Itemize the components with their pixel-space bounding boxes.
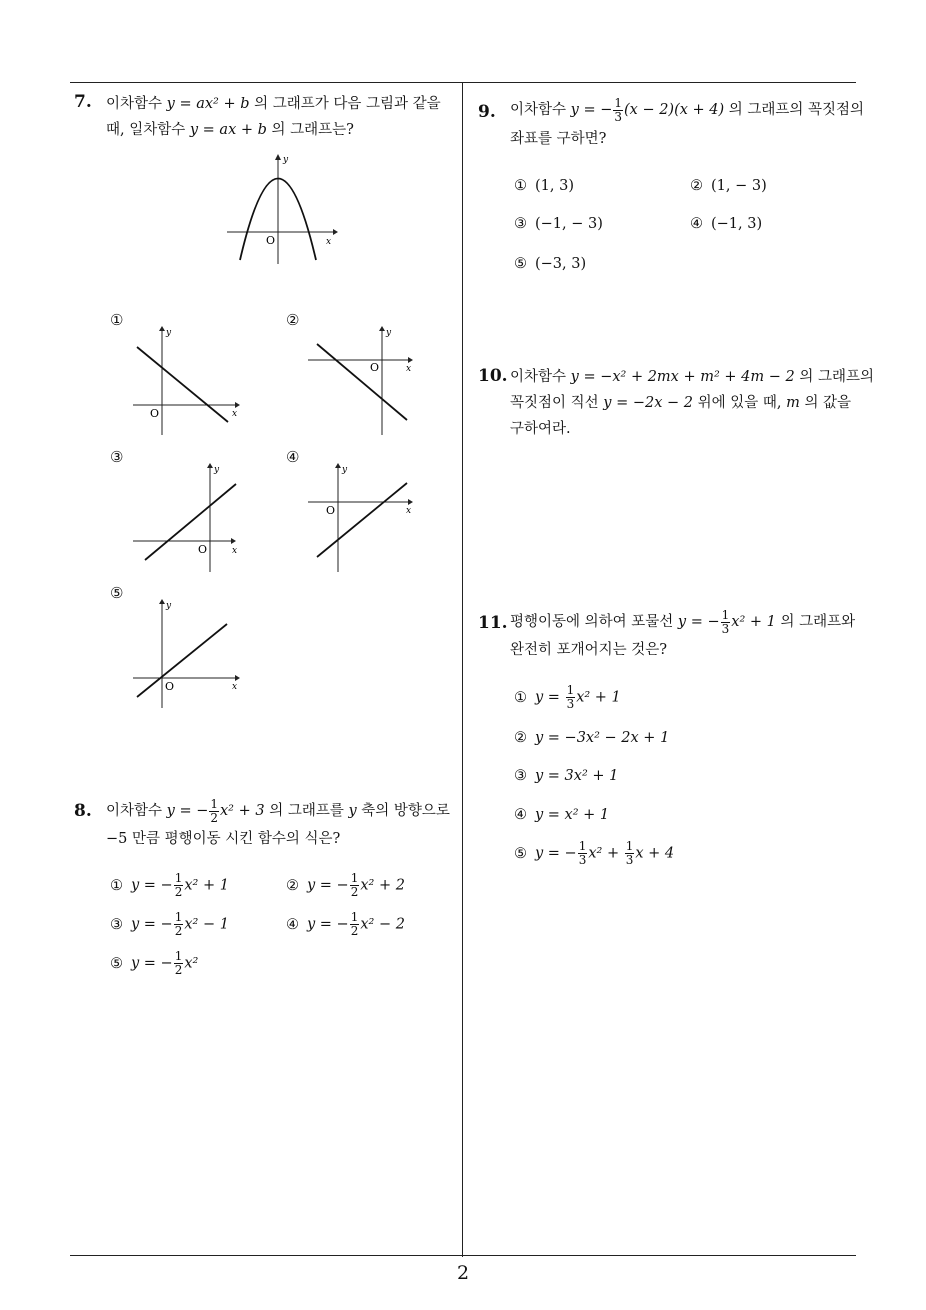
origin-label: O	[198, 543, 208, 556]
choice-4[interactable]: ④ (−1, 3)	[690, 216, 763, 232]
axis-label-x: x	[406, 364, 412, 374]
axis-label-x: x	[232, 409, 238, 419]
y-axis-arrow	[207, 463, 213, 468]
axis-label-y: y	[166, 601, 172, 611]
x-axis-arrow	[231, 538, 236, 544]
equation: y = −2x − 2	[603, 395, 693, 411]
problem-text-line	[510, 390, 851, 416]
text: 의 그래프의 꼭짓점의	[728, 102, 865, 118]
choice-mark-2[interactable]: ②	[286, 311, 300, 329]
equation: x² + 1	[731, 614, 776, 630]
y-axis-arrow	[379, 326, 385, 331]
choice-graph-4[interactable]	[305, 462, 420, 574]
axis-label-y: y	[214, 465, 220, 475]
column-divider	[462, 82, 463, 1257]
choice-4[interactable]: ④ y = x² + 1	[514, 807, 610, 823]
origin-label: O	[266, 234, 276, 247]
problem-text-line	[510, 606, 855, 638]
text: 이차함수	[510, 102, 567, 118]
text: 이차함수	[106, 96, 163, 112]
origin-label: O	[165, 680, 175, 693]
choice-2[interactable]: ② y = − $\frac{1}{2}$ x² + 2	[286, 871, 405, 899]
y-axis-arrow	[335, 463, 341, 468]
choice-1[interactable]: ① (1, 3)	[514, 178, 574, 194]
variable: m	[786, 395, 800, 411]
x-axis-arrow	[235, 675, 240, 681]
equation: y = −	[570, 102, 613, 118]
line-graph	[145, 484, 236, 560]
choice-2[interactable]: ② y = −3x² − 2x + 1	[514, 730, 670, 746]
axis-label-x: x	[406, 506, 412, 516]
equation: x² + 3	[220, 803, 265, 819]
x-axis-arrow	[235, 402, 240, 408]
fraction: $\frac{1}{3}$	[614, 95, 622, 124]
choice-4[interactable]: ④ y = − $\frac{1}{2}$ x² − 2	[286, 910, 405, 938]
problem-text-line: 완전히 포개어지는 것은?	[510, 642, 668, 658]
axis-label-y: y	[386, 328, 392, 338]
axis-label-y: y	[283, 155, 289, 165]
text: 의 그래프를	[269, 803, 344, 819]
choice-mark-1[interactable]: ①	[110, 311, 124, 329]
top-rule	[70, 82, 856, 83]
text: 꼭짓점이 직선	[510, 395, 599, 411]
axis-label-x: x	[232, 682, 238, 692]
problem-number: 7.	[74, 92, 92, 112]
choice-3[interactable]: ③ (−1, − 3)	[514, 216, 603, 232]
origin-label: O	[326, 504, 336, 517]
parabola-figure	[225, 152, 340, 264]
choice-5[interactable]: ⑤ y = − $\frac{1}{2}$ x²	[110, 949, 199, 977]
text: 때, 일차함수	[106, 122, 186, 138]
choice-mark-3[interactable]: ③	[110, 448, 124, 466]
fraction: $\frac{1}{2}$	[210, 796, 218, 825]
problem-text-line	[106, 117, 354, 143]
axis-label-x: x	[326, 237, 332, 247]
choice-graph-2[interactable]	[305, 325, 420, 437]
choice-5[interactable]: ⑤ (−3, 3)	[514, 256, 587, 272]
choice-graph-3[interactable]	[130, 462, 245, 574]
bottom-rule	[70, 1255, 856, 1256]
problem-text-line	[106, 91, 441, 117]
choice-3[interactable]: ③ y = 3x² + 1	[514, 768, 619, 784]
problem-text-line: 좌표를 구하면?	[510, 131, 607, 147]
y-axis-arrow	[159, 326, 165, 331]
y-axis-arrow	[159, 599, 165, 604]
problem-text-line	[510, 364, 874, 390]
equation: (x − 2)(x + 4)	[624, 102, 725, 118]
choice-3[interactable]: ③ y = − $\frac{1}{2}$ x² − 1	[110, 910, 229, 938]
text: 위에 있을 때,	[697, 395, 782, 411]
origin-label: O	[150, 407, 160, 420]
equation: y = −	[166, 803, 209, 819]
x-axis-arrow	[333, 229, 338, 235]
fraction: $\frac{1}{3}$	[721, 607, 730, 636]
text: 이차함수	[106, 803, 163, 819]
problem-number: 10.	[478, 366, 508, 386]
equation: y = ax + b	[189, 122, 267, 138]
problem-number: 8.	[74, 801, 92, 821]
choice-5[interactable]: ⑤ y = − $\frac{1}{3}$ x² + $\frac{1}{3}$ x + 4	[514, 839, 675, 867]
choice-1[interactable]: ① y = − $\frac{1}{2}$ x² + 1	[110, 871, 229, 899]
text: 이차함수	[510, 369, 567, 385]
line-graph	[137, 624, 227, 697]
choice-graph-5[interactable]	[130, 598, 245, 710]
variable: y	[348, 803, 357, 819]
text: 의 값을	[804, 395, 852, 411]
choice-mark-4[interactable]: ④	[286, 448, 300, 466]
choice-graph-1[interactable]	[130, 325, 245, 437]
equation: y = −x² + 2mx + m² + 4m − 2	[570, 369, 795, 385]
y-axis-arrow	[275, 154, 281, 160]
text: 의 그래프가 다음 그림과 같을	[254, 96, 441, 112]
line-graph	[317, 344, 407, 420]
problem-number: 11.	[478, 613, 508, 633]
choice-2[interactable]: ② (1, − 3)	[690, 178, 767, 194]
x-axis-arrow	[408, 499, 413, 505]
axis-label-x: x	[232, 546, 238, 556]
line-graph	[317, 483, 407, 557]
problem-text-line	[106, 795, 450, 827]
equation: y = ax² + b	[166, 96, 250, 112]
problem-text-line: 구하여라.	[510, 421, 571, 437]
choice-1[interactable]: ① y = $\frac{1}{3}$ x² + 1	[514, 683, 621, 711]
problem-text-line: −5 만큼 평행이동 시킨 함수의 식은?	[106, 831, 341, 847]
equation: y = −	[677, 614, 720, 630]
text: 평행이동에 의하여 포물선	[510, 614, 674, 630]
text: 의 그래프와	[780, 614, 856, 630]
origin-label: O	[370, 361, 380, 374]
axis-label-y: y	[342, 465, 348, 475]
problem-number: 9.	[478, 102, 496, 122]
text: 축의 방향으로	[361, 803, 450, 819]
text: 의 그래프는?	[271, 122, 354, 138]
axis-label-y: y	[166, 328, 172, 338]
text: 의 그래프의	[799, 369, 874, 385]
problem-text-line	[510, 94, 864, 126]
choice-mark-5[interactable]: ⑤	[110, 584, 124, 602]
page-number: 2	[456, 1262, 470, 1284]
x-axis-arrow	[408, 357, 413, 363]
